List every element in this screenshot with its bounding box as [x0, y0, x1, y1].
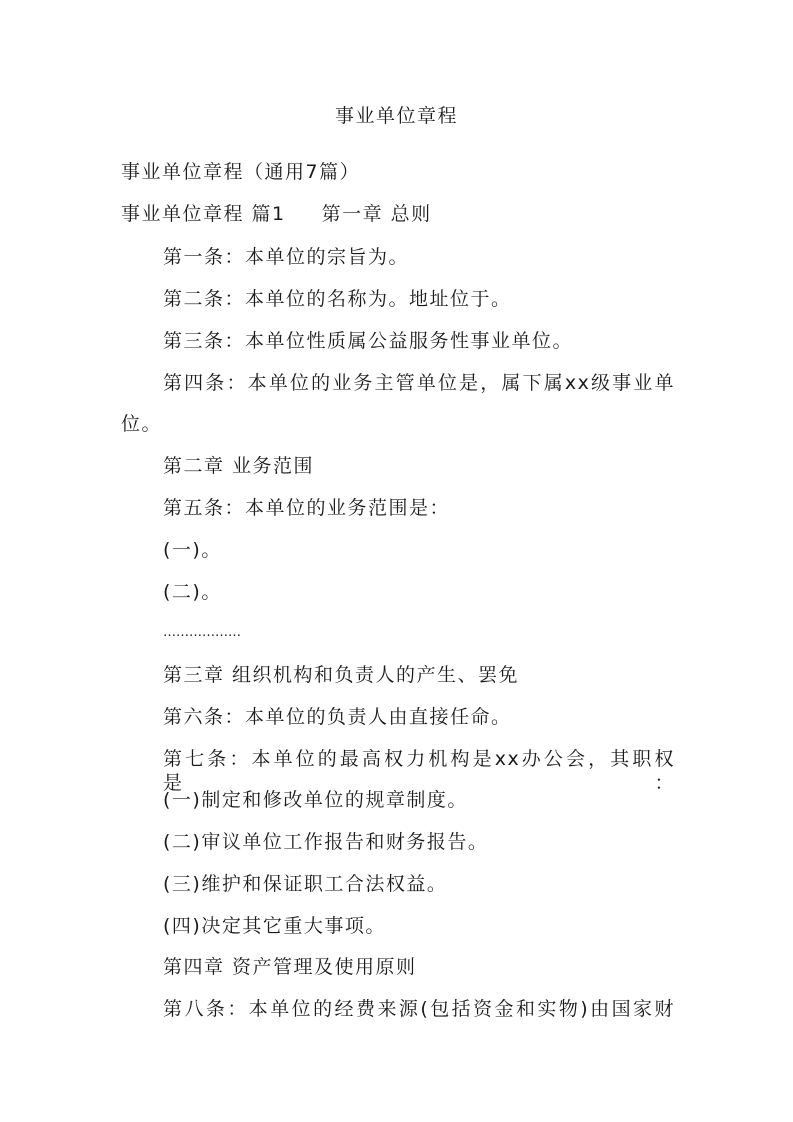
article-6: 第六条：本单位的负责人由直接任命。 [163, 706, 512, 728]
document-title: 事业单位章程 [334, 105, 458, 127]
article-7-item-4: (四)决定其它重大事项。 [163, 915, 386, 937]
article-7-item-2: (二)审议单位工作报告和财务报告。 [163, 831, 489, 853]
article-4-line-1: 第四条：本单位的业务主管单位是，属下属xx级事业单 [163, 372, 675, 394]
part-heading [121, 202, 432, 226]
article-7-item-3: (三)维护和保证职工合法权益。 [163, 873, 448, 895]
article-5: 第五条：本单位的业务范围是： [163, 497, 451, 519]
chapter-heading-3: 第三章 组织机构和负责人的产生、罢免 [163, 664, 520, 686]
article-5-item-1: (一)。 [163, 539, 222, 561]
chapter-heading-2: 第二章 业务范围 [163, 455, 315, 477]
article-5-ellipsis: ……………… [163, 625, 241, 640]
document-subtitle: 事业单位章程（通用7篇） [121, 161, 361, 183]
article-2: 第二条：本单位的名称为。地址位于。 [163, 288, 512, 310]
article-7: 第七条：本单位的最高权力机构是xx办公会，其职权是： [163, 748, 675, 794]
article-7-item-1: (一)制定和修改单位的规章制度。 [163, 789, 468, 811]
article-3: 第三条：本单位性质属公益服务性事业单位。 [163, 330, 574, 352]
article-8-line-1: 第八条：本单位的经费来源(包括资金和实物)由国家财 [163, 998, 675, 1020]
chapter-heading-1: 第一章 总则 [321, 203, 432, 225]
chapter-heading-4: 第四章 资产管理及使用原则 [163, 956, 417, 978]
part-label: 事业单位章程 篇1 [121, 203, 286, 225]
article-1: 第一条：本单位的宗旨为。 [163, 246, 410, 268]
article-5-item-2: (二)。 [163, 581, 222, 603]
article-4-line-2: 位。 [121, 413, 163, 435]
